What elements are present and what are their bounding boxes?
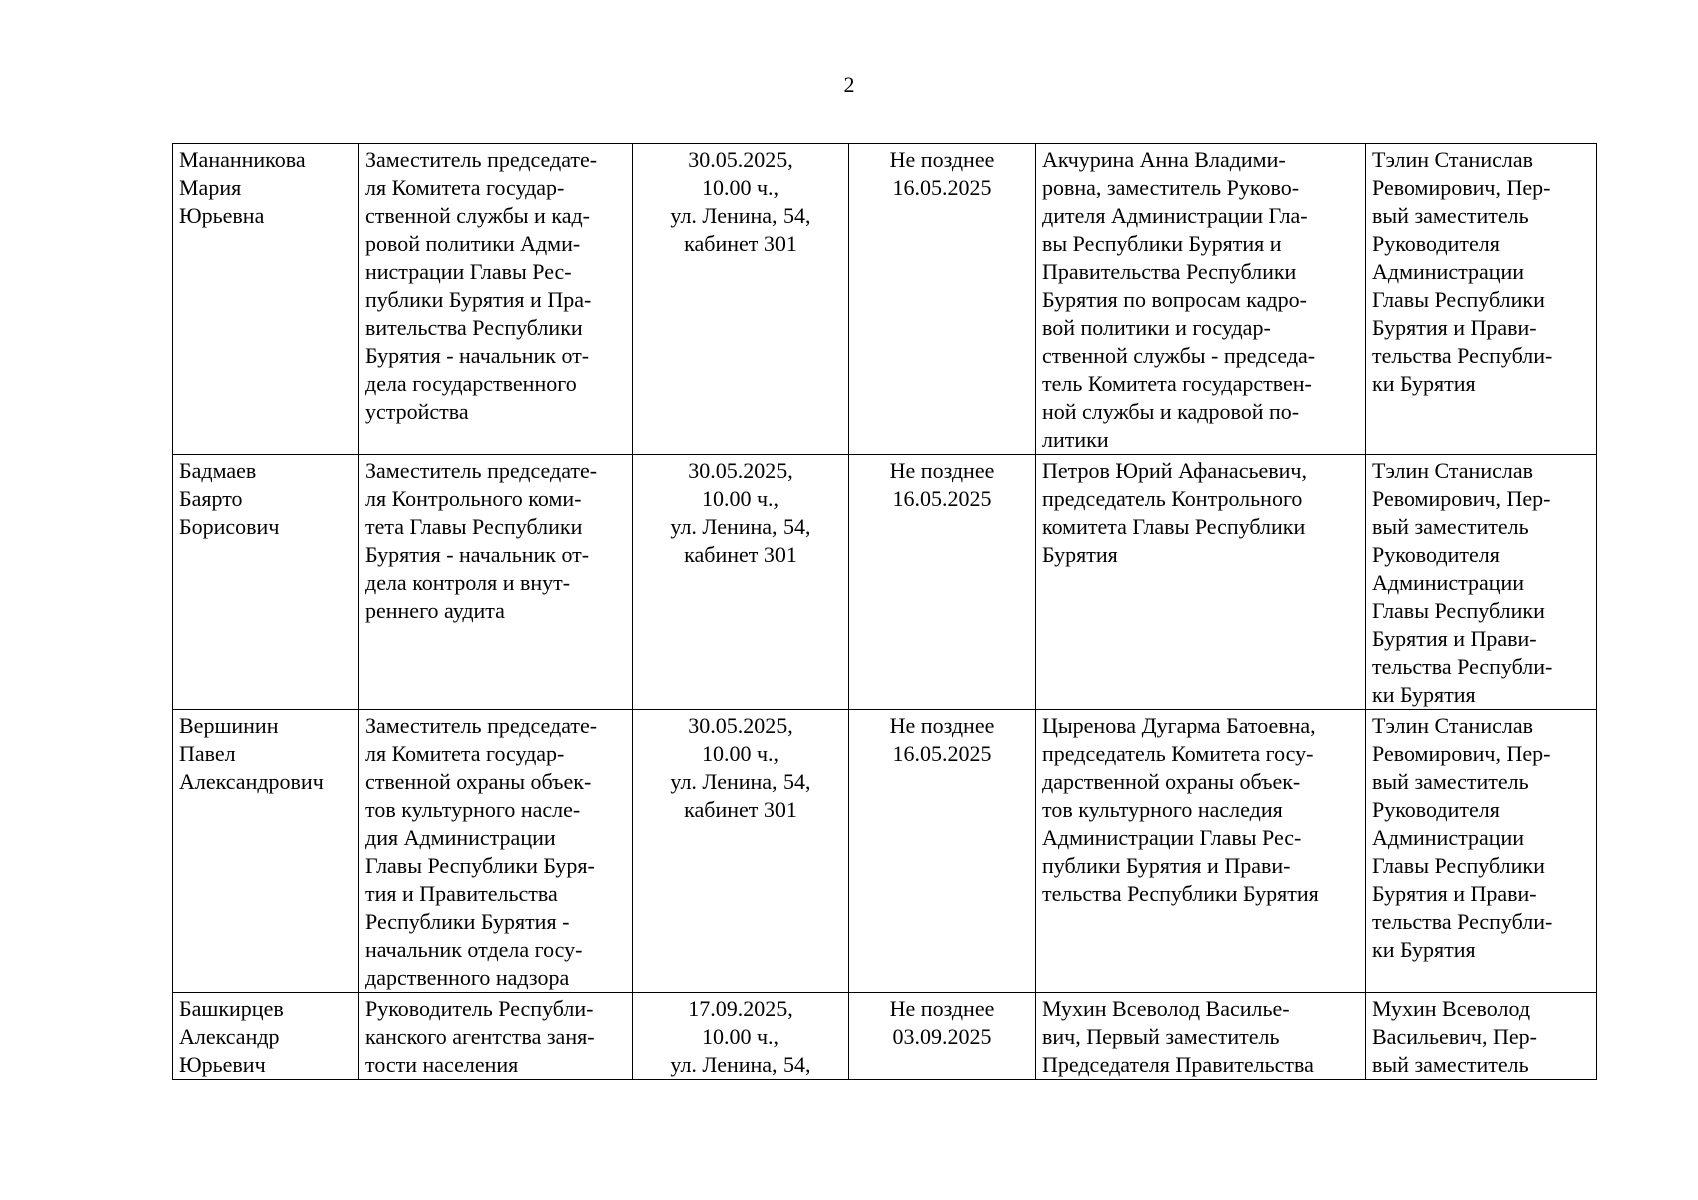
table-row bbox=[173, 993, 1597, 1080]
position-cell: Руководитель Республи- канского агентства заня- тости населения bbox=[359, 993, 633, 1080]
candidate-name-cell: Башкирцев Александр Юрьевич bbox=[173, 993, 359, 1080]
candidate-name-cell: Мананникова Мария Юрьевна bbox=[173, 144, 359, 455]
date-place-cell: 17.09.2025, 10.00 ч., ул. Ленина, 54, bbox=[633, 993, 849, 1080]
position-cell: Заместитель председате- ля Комитета государ- ственной охраны объек- тов культурного насле- дия Администрации Главы Республики Буря- тия и Правительства Республики Бурятия - начальник отдела госу- дарственного надзора bbox=[359, 710, 633, 993]
deadline-cell: Не позднее 16.05.2025 bbox=[849, 455, 1036, 710]
head-cell: Петров Юрий Афанасьевич, председатель Контрольного комитета Главы Республики Бурятия bbox=[1036, 455, 1366, 710]
deadline-cell: Не позднее 03.09.2025 bbox=[849, 993, 1036, 1080]
table-row bbox=[173, 710, 1597, 993]
deadline-cell: Не позднее 16.05.2025 bbox=[849, 710, 1036, 993]
position-cell: Заместитель председате- ля Комитета государ- ственной службы и кад- ровой политики Адми- нистрации Главы Рес- публики Бурятия и Пра- вительства Республики Бурятия - начальник от- дела государственного устройства bbox=[359, 144, 633, 455]
table-row bbox=[173, 455, 1597, 710]
page-number: 2 bbox=[843, 72, 855, 97]
date-place-cell: 30.05.2025, 10.00 ч., ул. Ленина, 54, кабинет 301 bbox=[633, 710, 849, 993]
date-place-cell: 30.05.2025, 10.00 ч., ул. Ленина, 54, кабинет 301 bbox=[633, 144, 849, 455]
approver-cell: Тэлин Станислав Ревомирович, Пер- вый заместитель Руководителя Администрации Главы Республики Бурятия и Прави- тельства Республи- ки Бурятия bbox=[1366, 455, 1597, 710]
candidate-name-cell: Вершинин Павел Александрович bbox=[173, 710, 359, 993]
head-cell: Мухин Всеволод Васильe- вич, Первый заместитель Председателя Правительства bbox=[1036, 993, 1366, 1080]
date-place-cell: 30.05.2025, 10.00 ч., ул. Ленина, 54, кабинет 301 bbox=[633, 455, 849, 710]
approver-cell: Тэлин Станислав Ревомирович, Пер- вый заместитель Руководителя Администрации Главы Республики Бурятия и Прави- тельства Республи- ки Бурятия bbox=[1366, 144, 1597, 455]
head-cell: Цыренова Дугарма Батоевна, председатель Комитета госу- дарственной охраны объек- тов культурного наследия Администрации Главы Рес- публики Бурятия и Прави- тельства Республики Бурятия bbox=[1036, 710, 1366, 993]
approver-cell: Мухин Всеволод Васильевич, Пер- вый заместитель bbox=[1366, 993, 1597, 1080]
candidate-name-cell: Бадмаев Баярто Борисович bbox=[173, 455, 359, 710]
approver-cell: Тэлин Станислав Ревомирович, Пер- вый заместитель Руководителя Администрации Главы Республики Бурятия и Прави- тельства Республи- ки Бурятия bbox=[1366, 710, 1597, 993]
table-row bbox=[173, 144, 1597, 455]
position-cell: Заместитель председате- ля Контрольного коми- тета Главы Республики Бурятия - начальник от- дела контроля и внут- реннего аудита bbox=[359, 455, 633, 710]
head-cell: Акчурина Анна Владими- ровна, заместитель Руково- дителя Администрации Гла- вы Республики Бурятия и Правительства Республики Бурятия по вопросам кадро- вой политики и государ- ственной службы - председа- тель Комитета государствен- ной службы и кадровой по- литики bbox=[1036, 144, 1366, 455]
deadline-cell: Не позднее 16.05.2025 bbox=[849, 144, 1036, 455]
schedule-table bbox=[172, 143, 1597, 1080]
